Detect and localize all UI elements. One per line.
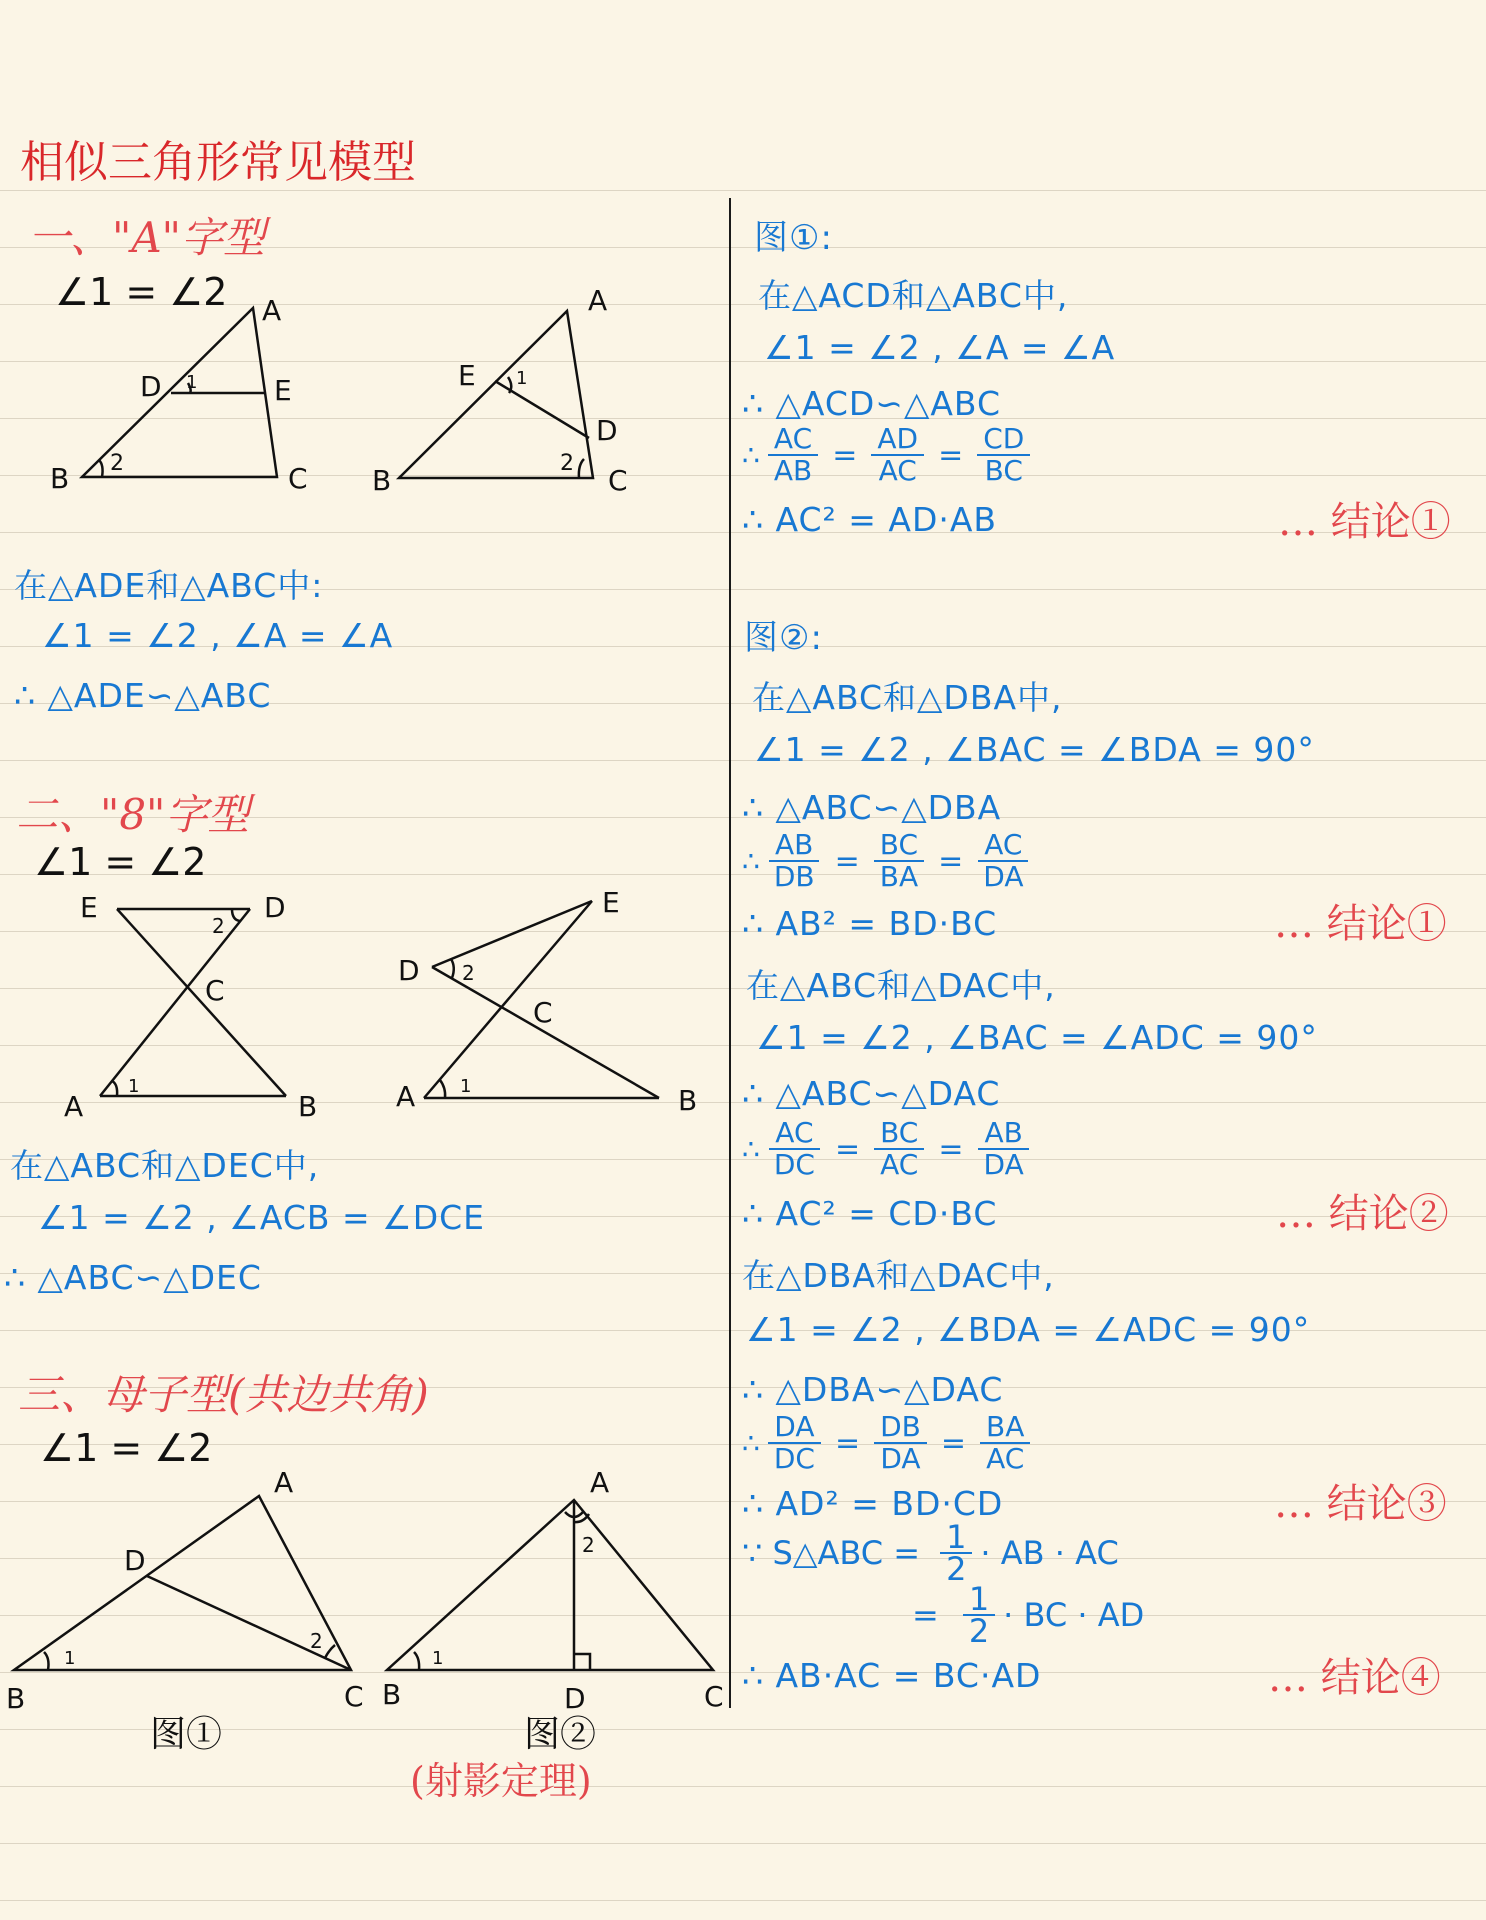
s1-fig1-label-1: 1	[186, 372, 198, 393]
s1-fig1-label-a: A	[262, 294, 282, 327]
p1-result: ∴ AB² = BD·BC	[742, 904, 998, 943]
s3-fig2-label-b: B	[382, 1678, 402, 1711]
fig1-line2: ∠1 = ∠2 , ∠A = ∠A	[764, 328, 1116, 367]
p3-conclusion: … 结论③	[1274, 1481, 1447, 1527]
s2-proof-line3: ∴ △ABC∽△DEC	[4, 1258, 262, 1297]
s1-fig2-label-d: D	[596, 414, 618, 447]
final-result: ∴ AB·AC = BC·AD	[742, 1656, 1042, 1695]
s3-fig2-triangle	[387, 1500, 713, 1670]
section1-heading: 一、"A"字型	[28, 213, 265, 262]
p2-line3: ∴ △ABC∽△DAC	[742, 1074, 1001, 1113]
s3-fig1-triangle	[14, 1496, 351, 1670]
fig1-line1: 在△ACD和△ABC中,	[758, 276, 1069, 315]
s3-fig2-right-angle	[574, 1654, 590, 1670]
s2-fig2-label-c: C	[533, 996, 553, 1029]
p2-frac-1: $\frac{AC}{DC}$	[768, 1118, 821, 1180]
section2-heading: 二、"8"字型	[16, 790, 250, 839]
s3-fig2-label-d: D	[564, 1682, 586, 1715]
p3-frac-1: $\frac{DA}{DC}$	[768, 1412, 821, 1474]
s2-proof-line1: 在△ABC和△DEC中,	[10, 1146, 320, 1185]
s1-fig2-label-e: E	[458, 359, 476, 392]
s1-fig2-label-a: A	[588, 284, 608, 317]
p1-frac-1: $\frac{AB}{DB}$	[768, 830, 821, 892]
s1-fig2-label-2: 2	[560, 451, 574, 476]
fig1-title: 图①:	[754, 218, 833, 258]
s2-fig2-angle2	[451, 959, 454, 978]
s3-fig2-angle1	[414, 1652, 419, 1670]
s3-fig1-cd	[147, 1576, 351, 1670]
p3-line1: 在△DBA和△DAC中,	[742, 1256, 1055, 1295]
s1-fig1-label-c: C	[288, 462, 308, 495]
s2-fig2-ea	[424, 901, 592, 1098]
p2-line1: 在△ABC和△DAC中,	[746, 966, 1056, 1005]
s1-fig2-label-b: B	[372, 464, 392, 497]
s2-fig1-label-d: D	[264, 891, 286, 924]
area-line1: ∵ S△ABC = $\frac{1}{2}$ · AB · AC	[742, 1518, 1119, 1588]
p1-conclusion: … 结论①	[1274, 901, 1447, 947]
area2-half: $\frac{1}{2}$	[963, 1584, 995, 1646]
p3-result: ∴ AD² = BD·CD	[742, 1484, 1004, 1523]
s3-fig1-label-a: A	[274, 1466, 294, 1499]
s3-fig2-label-2: 2	[582, 1533, 595, 1557]
s2-fig1-label-a: A	[64, 1090, 84, 1123]
s2-fig2-label-1: 1	[460, 1076, 472, 1097]
s1-fig1-label-d: D	[140, 370, 162, 403]
p1-line1: 在△ABC和△DBA中,	[752, 678, 1063, 717]
s1-fig2-ed	[495, 381, 589, 438]
s2-fig1-angle1	[112, 1081, 117, 1096]
p3-line3: ∴ △DBA∽△DAC	[742, 1370, 1004, 1409]
s2-fig1-label-1: 1	[128, 1076, 140, 1097]
section3-given: ∠1 = ∠2	[40, 1426, 213, 1470]
fig1-line3: ∴ △ACD∽△ABC	[742, 384, 1002, 423]
s3-fig2-label-c: C	[704, 1680, 724, 1713]
s2-fig2-label-2: 2	[462, 961, 475, 985]
s2-fig2-label-b: B	[678, 1084, 698, 1117]
s3-fig1-label-d: D	[124, 1544, 146, 1577]
p2-result: ∴ AC² = CD·BC	[742, 1194, 998, 1233]
page-title: 相似三角形常见模型	[20, 137, 416, 188]
p1-frac-2: $\frac{BC}{BA}$	[874, 830, 924, 892]
s2-fig1-label-e: E	[80, 891, 98, 924]
s3-fig2-label-1: 1	[432, 1648, 444, 1669]
p3-frac-3: $\frac{BA}{AC}$	[980, 1412, 1030, 1474]
s2-fig2-label-d: D	[398, 954, 420, 987]
s2-fig1-eb	[117, 909, 286, 1096]
p2-line2: ∠1 = ∠2 , ∠BAC = ∠ADC = 90°	[756, 1018, 1318, 1057]
fig1-conclusion: … 结论①	[1278, 499, 1451, 545]
fig1-result: ∴ AC² = AD·AB	[742, 500, 998, 539]
area1-half: $\frac{1}{2}$	[940, 1522, 972, 1584]
p1-line2: ∠1 = ∠2 , ∠BAC = ∠BDA = 90°	[754, 730, 1315, 769]
p1-line3: ∴ △ABC∽△DBA	[742, 788, 1002, 827]
fig1-frac-3: $\frac{CD}{BC}$	[977, 424, 1030, 486]
s1-fig1-angle2	[99, 460, 103, 477]
s1-fig2-angle2	[579, 459, 584, 478]
fig1-frac-2: $\frac{AD}{AC}$	[871, 424, 924, 486]
section3-heading: 三、母子型(共边共角)	[18, 1370, 429, 1419]
p3-ratio: ∴ $\frac{DA}{DC}$ = $\frac{DB}{DA}$ = $\frac{BA}{AC}$	[742, 1412, 1038, 1474]
p2-conclusion: … 结论②	[1276, 1191, 1449, 1237]
s2-proof-line2: ∠1 = ∠2 , ∠ACB = ∠DCE	[38, 1198, 486, 1237]
s3-note: (射影定理)	[410, 1759, 592, 1803]
s1-fig2-label-c: C	[608, 464, 628, 497]
p2-ratio: ∴ $\frac{AC}{DC}$ = $\frac{BC}{AC}$ = $\frac{AB}{DA}$	[742, 1118, 1038, 1180]
final-conclusion: … 结论④	[1268, 1655, 1441, 1701]
p1-frac-3: $\frac{AC}{DA}$	[977, 830, 1029, 892]
s3-fig1-label-1: 1	[64, 1648, 76, 1669]
area-line2: = $\frac{1}{2}$ · BC · AD	[912, 1580, 1145, 1650]
s3-fig2-angle2	[574, 1514, 589, 1522]
s3-fig1-angle1	[44, 1652, 49, 1670]
s2-fig1-angle2	[232, 909, 240, 921]
s3-fig2-caption: 图②	[524, 1714, 597, 1755]
s2-fig2-angle1	[440, 1080, 445, 1098]
p3-frac-2: $\frac{DB}{DA}$	[874, 1412, 927, 1474]
s1-fig1-label-b: B	[50, 462, 70, 495]
s3-fig1-label-b: B	[6, 1682, 26, 1715]
s2-fig1-label-2: 2	[212, 914, 225, 938]
s3-fig1-angle2	[325, 1645, 335, 1658]
s1-fig1-label-2: 2	[110, 451, 124, 476]
section2-given: ∠1 = ∠2	[34, 840, 207, 884]
s3-fig1-caption: 图①	[150, 1714, 223, 1755]
s1-proof-line3: ∴ △ADE∽△ABC	[14, 676, 272, 715]
s3-fig1-label-2: 2	[310, 1629, 323, 1653]
s1-proof-line1: 在△ADE和△ABC中:	[14, 566, 324, 605]
s2-fig1-da	[100, 909, 250, 1096]
p2-frac-2: $\frac{BC}{AC}$	[874, 1118, 924, 1180]
fig2-title: 图②:	[744, 618, 823, 658]
s1-proof-line2: ∠1 = ∠2 , ∠A = ∠A	[42, 616, 394, 655]
fig1-ratio: ∴ $\frac{AC}{AB}$ = $\frac{AD}{AC}$ = $\frac{CD}{BC}$	[742, 424, 1038, 486]
section1-given: ∠1 = ∠2	[55, 270, 228, 314]
s1-fig2-label-1: 1	[516, 368, 528, 389]
s3-fig1-label-c: C	[344, 1680, 364, 1713]
p2-frac-3: $\frac{AB}{DA}$	[978, 1118, 1030, 1180]
s3-fig2-label-a: A	[590, 1466, 610, 1499]
p1-ratio: ∴ $\frac{AB}{DB}$ = $\frac{BC}{BA}$ = $\frac{AC}{DA}$	[742, 830, 1038, 892]
s2-fig1-label-b: B	[298, 1090, 318, 1123]
fig1-frac-1: $\frac{AC}{AB}$	[768, 424, 818, 486]
therefore-symbol: ∴	[742, 438, 760, 472]
s2-fig1-label-c: C	[205, 974, 225, 1007]
s2-fig2-label-e: E	[602, 886, 620, 919]
s1-fig1-label-e: E	[274, 374, 292, 407]
s2-fig2-de	[432, 901, 592, 967]
p3-line2: ∠1 = ∠2 , ∠BDA = ∠ADC = 90°	[746, 1310, 1311, 1349]
s2-fig2-label-a: A	[396, 1080, 416, 1113]
